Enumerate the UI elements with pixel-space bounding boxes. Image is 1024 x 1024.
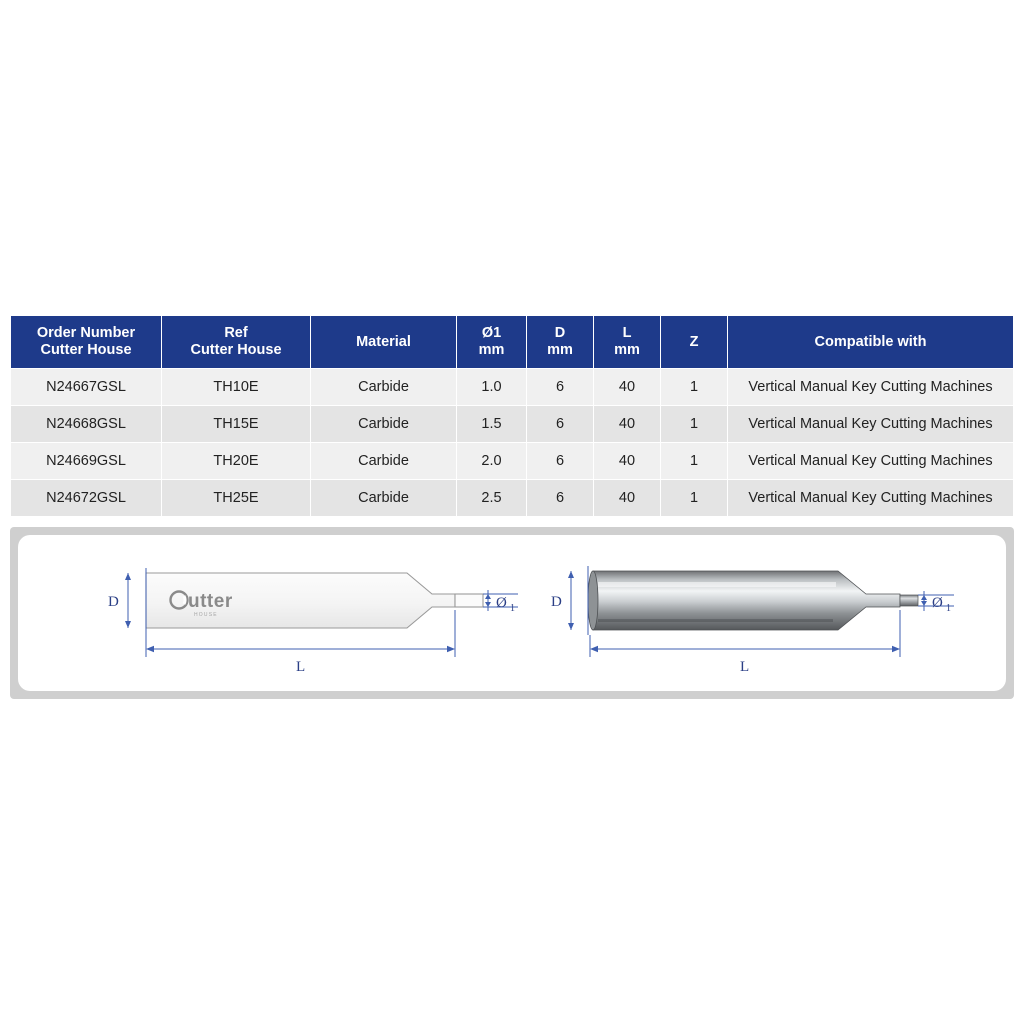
cell-l: 40: [594, 443, 661, 480]
cell-d: 6: [527, 406, 594, 443]
cell-order-number: N24669GSL: [11, 443, 162, 480]
table-row: [11, 443, 1014, 480]
cell-diameter: 1.5: [457, 406, 527, 443]
cell-z: 1: [661, 369, 728, 406]
cell-diameter: 2.5: [457, 480, 527, 517]
cell-compatible: Vertical Manual Key Cutting Machines: [728, 369, 1014, 406]
column-header-l: [594, 316, 661, 369]
cell-z: 1: [661, 480, 728, 517]
cell-material: Carbide: [311, 443, 457, 480]
cutter-technical-drawing: [18, 535, 1006, 691]
diagram-panel: [10, 527, 1014, 699]
cell-diameter: 2.0: [457, 443, 527, 480]
column-header-compatible-label: Compatible with: [814, 333, 927, 350]
cell-l: 40: [594, 369, 661, 406]
dimension-d-right-label: D: [551, 594, 562, 610]
photo-cutter: [588, 571, 918, 630]
column-header-diameter-line1: Ø1: [481, 325, 502, 341]
cell-l: 40: [594, 480, 661, 517]
dimension-tip-left-sub: 1: [510, 603, 515, 614]
column-header-d-line2: mm: [547, 342, 573, 359]
dimension-tip-left-label: Ø: [496, 595, 507, 611]
dimension-tip-right: [918, 591, 954, 614]
cell-order-number: N24672GSL: [11, 480, 162, 517]
column-header-diameter-line2: mm: [478, 342, 505, 359]
cell-ref: TH15E: [162, 406, 311, 443]
dimension-l-right-label: L: [740, 659, 750, 675]
cell-order-number: N24667GSL: [11, 369, 162, 406]
cell-d: 6: [527, 480, 594, 517]
column-header-z: [661, 316, 728, 369]
column-header-material-label: Material: [356, 333, 411, 350]
cell-ref: TH20E: [162, 443, 311, 480]
cell-compatible: Vertical Manual Key Cutting Machines: [728, 480, 1014, 517]
column-header-compatible: [728, 316, 1014, 369]
column-header-material: [311, 316, 457, 369]
column-header-d: [527, 316, 594, 369]
cell-z: 1: [661, 443, 728, 480]
brand-logo-text: utter: [188, 591, 233, 612]
column-header-ref: [162, 316, 311, 369]
cell-material: Carbide: [311, 369, 457, 406]
cell-compatible: Vertical Manual Key Cutting Machines: [728, 406, 1014, 443]
cell-d: 6: [527, 369, 594, 406]
diagram-inner-card: [18, 535, 1006, 691]
column-header-order-number: [11, 316, 162, 369]
cell-material: Carbide: [311, 406, 457, 443]
cell-ref: TH10E: [162, 369, 311, 406]
column-header-ref-line2: Cutter House: [190, 342, 282, 359]
table-header-row: [11, 316, 1014, 369]
brand-logo-subtext: HOUSE: [194, 612, 218, 618]
column-header-l-line1: L: [622, 325, 632, 341]
specification-table-container: [10, 315, 1014, 517]
column-header-d-line1: D: [554, 325, 566, 341]
cell-diameter: 1.0: [457, 369, 527, 406]
column-header-ref-line1: Ref: [224, 325, 248, 341]
dimension-d-left: [108, 568, 146, 633]
dimension-tip-left: [483, 590, 518, 614]
column-header-order-number-line1: Order Number: [36, 325, 136, 341]
cell-material: Carbide: [311, 480, 457, 517]
table-row: [11, 406, 1014, 443]
column-header-order-number-line2: Cutter House: [40, 342, 132, 359]
cell-l: 40: [594, 406, 661, 443]
column-header-z-label: Z: [689, 333, 699, 350]
cell-z: 1: [661, 406, 728, 443]
table-row: [11, 480, 1014, 517]
cell-ref: TH25E: [162, 480, 311, 517]
cell-d: 6: [527, 443, 594, 480]
column-header-l-line2: mm: [614, 342, 640, 359]
cell-compatible: Vertical Manual Key Cutting Machines: [728, 443, 1014, 480]
dimension-d-left-label: D: [108, 594, 119, 610]
dimension-tip-right-sub: 1: [946, 603, 951, 614]
dimension-l-left-label: L: [296, 659, 306, 675]
column-header-diameter: [457, 316, 527, 369]
cell-order-number: N24668GSL: [11, 406, 162, 443]
table-row: [11, 369, 1014, 406]
dimension-d-right: [551, 566, 588, 635]
specification-table: [10, 315, 1014, 517]
dimension-tip-right-label: Ø: [932, 595, 943, 611]
